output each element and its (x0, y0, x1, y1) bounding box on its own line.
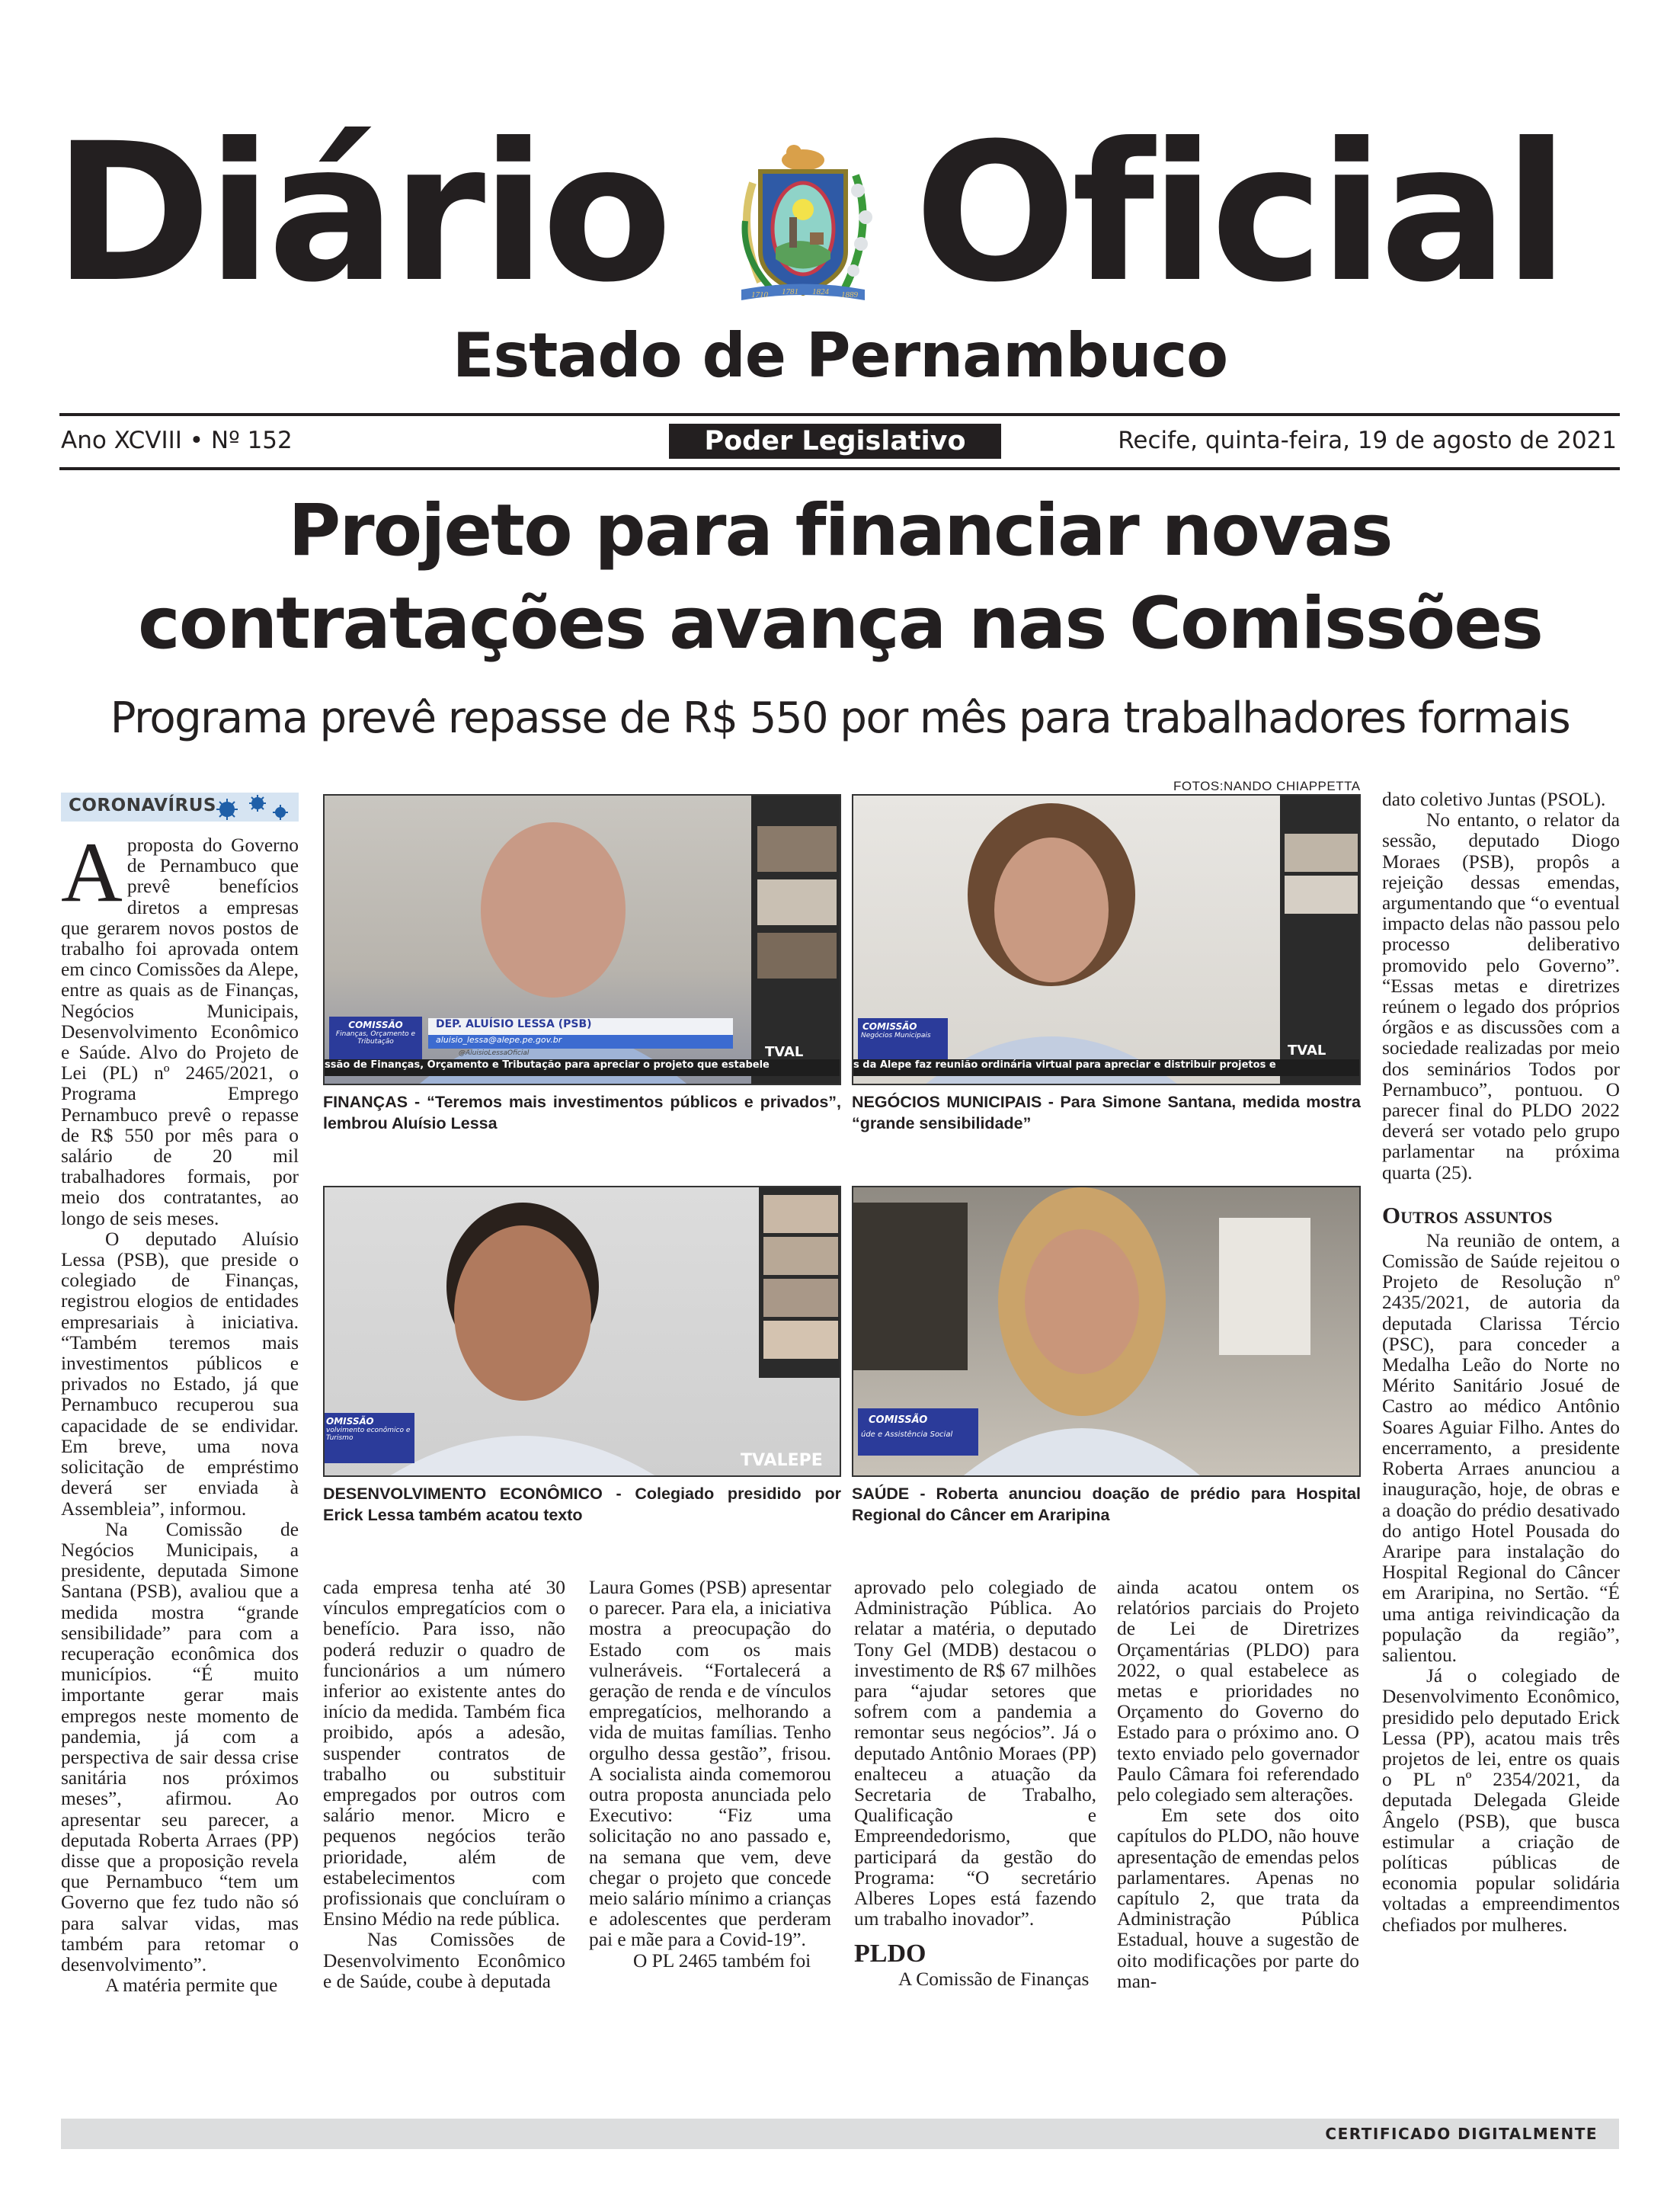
photo-desenvolvimento-economico (323, 1186, 841, 1477)
dateline: Recife, quinta-feira, 19 de agosto de 2021 (1118, 427, 1617, 454)
committee-badge (329, 1017, 422, 1059)
article-paragraph: proposta do Governo de Pernambuco que prevê benefícios diretos a empresas que gerarem novos postos de trabalho foi aprovada ontem em cinco Comissões da Alepe, entre as quais as de Finanças, Negócios Municipais, Desenvolvimento Econômico e Saúde. Alvo do Projeto de Lei (PL) nº 2465/2021, o Programa Emprego Pernambuco prevê o repasse de R$ 550 por mês para o salário de 20 mil trabalhadores formais, por meio dos contratantes, ao longo de seis meses. (61, 834, 299, 1229)
tv-logo: TVAL (1288, 1043, 1326, 1059)
committee-badge (858, 1018, 948, 1061)
top-rule (59, 413, 1620, 416)
badge-label: COMISSÃO (869, 1414, 928, 1426)
article-paragraph: No entanto, o relator da sessão, deputado Diogo Moraes (PSB), propôs a rejeição dessas emendas, argumentando que “o eventual impacto delas não passou pelo processo deliberativo promovido pelo Governo”. “Essas metas e diretrizes reúnem o legado dos próprios órgãos e as discussões com a sociedade realizadas por meio dos seminários Todos por Pernambuco”, pontuou. O parecer final do PLDO 2022 deverá ser votado pelo grupo parlamentar na próxima quarta (25). (1382, 809, 1620, 1184)
virus-icon (210, 794, 293, 820)
masthead-subtitle: Estado de Pernambuco (452, 320, 1228, 391)
crest-year: 1710 (751, 290, 768, 300)
headline (30, 485, 1650, 671)
photo-caption: SAÚDE - Roberta anunciou doação de prédio para Hospital Regional do Câncer em Araripina (852, 1485, 1361, 1524)
article-paragraph: cada empresa tenha até 30 vínculos empregatícios com o benefício. Para isso, não poderá reduzir o quadro de funcionários a um número inferior ao existente antes do início da medida. Também fica proibido, após a adesão, suspender contratos de trabalho ou substituir empregados por outros com salário menor. Micro e pequenos negócios terão prioridade, além de estabelecimentos com profissionais que concluíram o Ensino Médio na rede pública. (323, 1577, 565, 1930)
topic-tag-label: CORONAVÍRUS (69, 796, 216, 815)
photo-saude (852, 1186, 1361, 1477)
badge-committee: volvimento econômico e Turismo (326, 1427, 411, 1442)
crest-year: 1781 (782, 287, 798, 296)
article-column-6 (1382, 790, 1620, 1936)
headline-line-2: contratações avança nas Comissões (138, 582, 1542, 665)
speaker-social: @AluisioLessaOficial (459, 1049, 530, 1057)
article-paragraph: ainda acatou ontem os relatórios parciais do Projeto de Lei de Diretrizes Orçamentárias (PLDO) para 2022, o qual estabelece as metas e prioridades no Orçamento do Governo do Estado para o próximo ano. O texto enviado pelo governador Paulo Câmara foi referendado pelo colegiado sem alterações. (1117, 1577, 1359, 1806)
masthead-title-left: Diário (53, 102, 668, 324)
article-paragraph: Na Comissão de Negócios Municipais, a presidente, deputada Simone Santana (PSB), avaliou que a medida mostra “grande sensibilidade” para com a recuperação econômica dos municípios. “É muito importante gerar mais empregos neste momento de pandemia, já com a perspectiva de sair dessa crise sanitária nos próximos meses”, afirmou. Ao apresentar seu parecer, a deputada Roberta Arraes (PP) disse que a proposição revela que Pernambuco “tem um Governo que fez tudo não só para salvar vidas, mas também para retomar o desenvolvimento”. (61, 1518, 299, 1975)
section-subhead-pldo: PLDO (854, 1940, 926, 1968)
badge-label: OMISSÃO (326, 1416, 374, 1427)
article-column-5 (1117, 1578, 1359, 1992)
article-column-2 (323, 1578, 565, 1992)
article-paragraph: A Comissão de Finanças (898, 1968, 1090, 1991)
pernambuco-crest-icon (722, 137, 884, 312)
article-paragraph: dato coletivo Juntas (PSOL). (1382, 789, 1606, 810)
crest-year: 1889 (841, 290, 858, 300)
photo-financas (323, 794, 841, 1085)
headline-line-1: Projeto para financiar novas (288, 489, 1392, 572)
badge-committee: Negócios Municipais (861, 1032, 931, 1039)
photo-caption: NEGÓCIOS MUNICIPAIS - Para Simone Santana, medida mostra “grande sensibilidade” (852, 1093, 1361, 1132)
committee-badge (858, 1408, 978, 1456)
committee-badge (325, 1413, 414, 1463)
article-paragraph: Em sete dos oito capítulos do PLDO, não houve apresentação de emendas pelos parlamentares. Apenas no capítulo 2, que trata da Administração Pública Estadual, houve a sugestão de oito modificações por parte do man- (1117, 1805, 1359, 1992)
speaker-name: DEP. ALUÍSIO LESSA (PSB) (428, 1018, 733, 1035)
article-column-4 (854, 1578, 1096, 1991)
article-paragraph: Na reunião de ontem, a Comissão de Saúde rejeitou o Projeto de Resolução nº 2435/2021, de autoria da deputada Clarissa Tércio (PSC), para conceder a Medalha Leão do Norte no Mérito Sanitário Josué de Castro ao médico Antônio Soares Aguiar Filho. Antes do encerramento, a presidente Roberta Arraes anunciou a inauguração, hoje, de obras e a doação do prédio desativado do antigo Hotel Pousada do Araripe para instalação do Hospital Regional do Câncer em Araripina, no Sertão. “É uma antiga reivindicação da população da região”, salientou. (1382, 1229, 1620, 1666)
article-column-1 (61, 825, 299, 1997)
info-bar (59, 424, 1620, 460)
tv-logo: TVAL (765, 1044, 804, 1060)
edition-number: Ano XCVIII • Nº 152 (61, 427, 293, 454)
masthead-title-right: Oficial (914, 102, 1565, 324)
article-paragraph: Laura Gomes (PSB) apresentar o parecer. Para ela, a iniciativa mostra a preocupação do Estado com os mais vulneráveis. “Fortalecerá a geração de renda e de vínculos empregatícios, melhorando a vida de muitas famílias. Tenho orgulho dessa gestão”, frisou. A socialista ainda comemorou outra proposta anunciada pelo Executivo: “Fiz uma solicitação no ano passado e, na semana que vem, deve chegar o projeto que concede meio salário mínimo a crianças e adolescentes que perderam pai e mãe para a Covid-19”. (589, 1577, 831, 1951)
photo-caption: DESENVOLVIMENTO ECONÔMICO - Colegiado presidido por Erick Lessa também acatou texto (323, 1485, 841, 1524)
article-paragraph: Nas Comissões de Desenvolvimento Econômico e de Saúde, coube à deputada (323, 1929, 565, 1992)
digital-certification-label: CERTIFICADO DIGITALMENTE (1325, 2125, 1598, 2143)
section-label: Poder Legislativo (669, 424, 1001, 459)
news-ticker: ssão de Finanças, Orçamento e Tributação para apreciar o projeto que estabele (325, 1059, 841, 1076)
badge-label: COMISSÃO (348, 1020, 403, 1030)
article-paragraph: aprovado pelo colegiado de Administração Pública. Ao relatar a matéria, o deputado Tony Gel (MDB) destacou o investimento de R$ 67 milhões para “ajudar setores que sofrem com a pandemia a remontar seus negócios”. Já o deputado Antônio Moraes (PP) enalteceu a atuação da Secretaria de Trabalho, Qualificação e Empreendedorismo, que participará da gestão do Programa: “O secretário Alberes Lopes está fazendo um trabalho inovador”. (854, 1577, 1096, 1930)
section-subhead-outros-assuntos: Outros assuntos (1382, 1201, 1553, 1228)
article-paragraph: O deputado Aluísio Lessa (PSB), que preside o colegiado de Finanças, registrou elogios de entidades empresariais à iniciativa. “Também teremos mais investimentos públicos e privados no Estado, já que Pernambuco recuperou sua capacidade de se endividar. Em breve, uma nova solicitação de empréstimo deverá ser enviada à Assembleia”, informou. (61, 1228, 299, 1520)
article-paragraph: Já o colegiado de Desenvolvimento Econômico, presidido pelo deputado Erick Lessa (PP), acatou mais três projetos de lei, entre os quais o PL nº 2354/2021, da deputada Delegada Gleide Ângelo (PSB), que busca estimular a criação de políticas públicas de economia popular solidária voltadas a empreendimentos chefiados por mulheres. (1382, 1665, 1620, 1936)
deck: Programa prevê repasse de R$ 550 por mês para trabalhadores formais (110, 693, 1570, 743)
article-paragraph: A matéria permite que (105, 1975, 278, 1997)
crest-year: 1824 (812, 287, 829, 296)
news-ticker: s da Alepe faz reunião ordinária virtual para apreciar e distribuir projetos e (853, 1059, 1361, 1076)
masthead (0, 0, 1680, 412)
tv-logo: TVALEPE (741, 1451, 823, 1470)
photo-credit: FOTOS:NANDO CHIAPPETTA (1173, 779, 1361, 793)
photo-negocios-municipais (852, 794, 1361, 1085)
footer-bar (61, 2119, 1619, 2149)
badge-committee: úde e Assistência Social (861, 1430, 953, 1439)
topic-tag (61, 793, 299, 822)
badge-label: COMISSÃO (862, 1021, 917, 1032)
article-paragraph: O PL 2465 também foi (633, 1949, 811, 1972)
bottom-rule (59, 467, 1620, 470)
drop-cap: A (61, 825, 123, 920)
speaker-email: aluisio_lessa@alepe.pe.gov.br (428, 1035, 733, 1049)
photo-caption: FINANÇAS - “Teremos mais investimentos públicos e privados”, lembrou Aluísio Lessa (323, 1093, 841, 1132)
badge-committee: Finanças, Orçamento e Tributação (335, 1030, 416, 1046)
article-column-3 (589, 1578, 831, 1972)
